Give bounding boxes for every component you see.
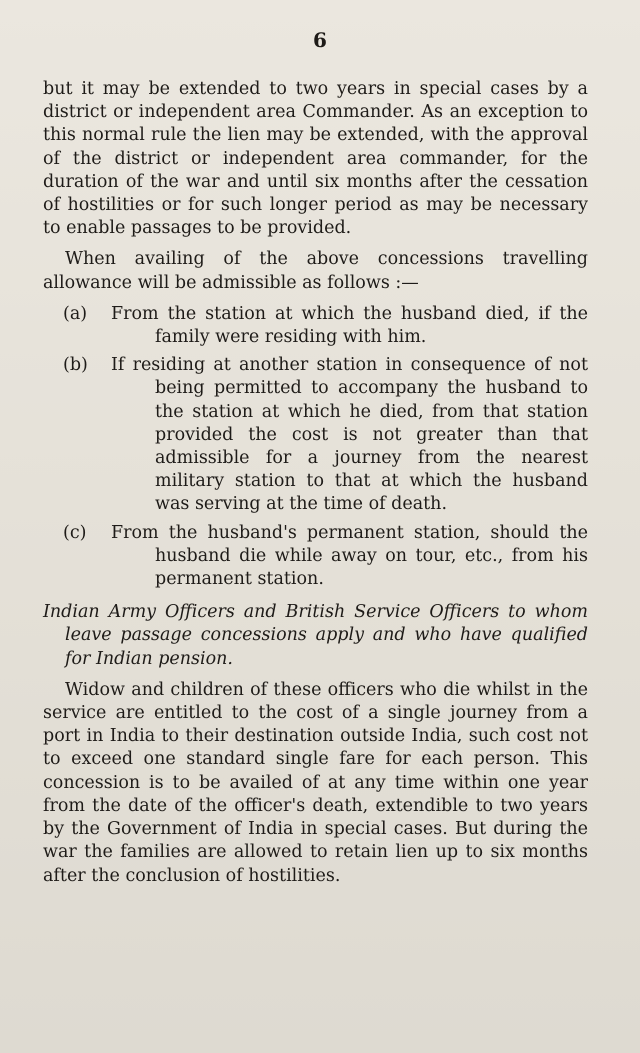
paragraph-widow-children: Widow and children of these officers who die whilst in the service are entitled to the cost of a single journey from a port in India to their destination outside India, such cost not to exceed one standard single fare for each person. This concession is to be availed of at any time within one year from the date of the officer's death, extendible to two years by the Government of India in special cases. But during the war the families are allowed to retain lien up to six months after the conclusion of hostilities. [43, 679, 588, 886]
paragraph-travelling-allowance: When availing of the above concessions travelling allowance will be admissible as follows :— [43, 249, 588, 293]
list-item-label: (b) [63, 355, 88, 376]
list-item-label: (c) [63, 522, 87, 543]
list-item-a [43, 303, 588, 349]
list-item-b [43, 354, 588, 516]
list-item-text: From the station at which the husband died, if the family were residing with him. [111, 303, 588, 348]
list-item-text: From the husband's permanent station, should the husband die while away on tour, etc., from his permanent station. [111, 522, 588, 590]
paragraph-lien-extension: but it may be extended to two years in special cases by a district or independent area Commander. As an exception to this normal rule the lien may be extended, with the approval of the district or independent area commander, for the duration of the war and until six months after the cessation of hostilities or for such longer period as may be necessary to enable passages to be provided. [43, 79, 588, 239]
list-item-c [43, 522, 588, 592]
section-heading: Indian Army Officers and British Service Officers to whom leave passage concessions apply and who have qualified for Indian pension. [43, 602, 588, 669]
page-body [43, 78, 588, 896]
list-item-label: (a) [63, 303, 88, 324]
page-number: 6 [313, 28, 327, 52]
list-item-text: If residing at another station in consequence of not being permitted to accompany the husband to the station at which he died, from that station provided the cost is not greater than that admissible for a journey from the nearest military station to that at which the husband was serving at the time of death. [111, 355, 588, 515]
